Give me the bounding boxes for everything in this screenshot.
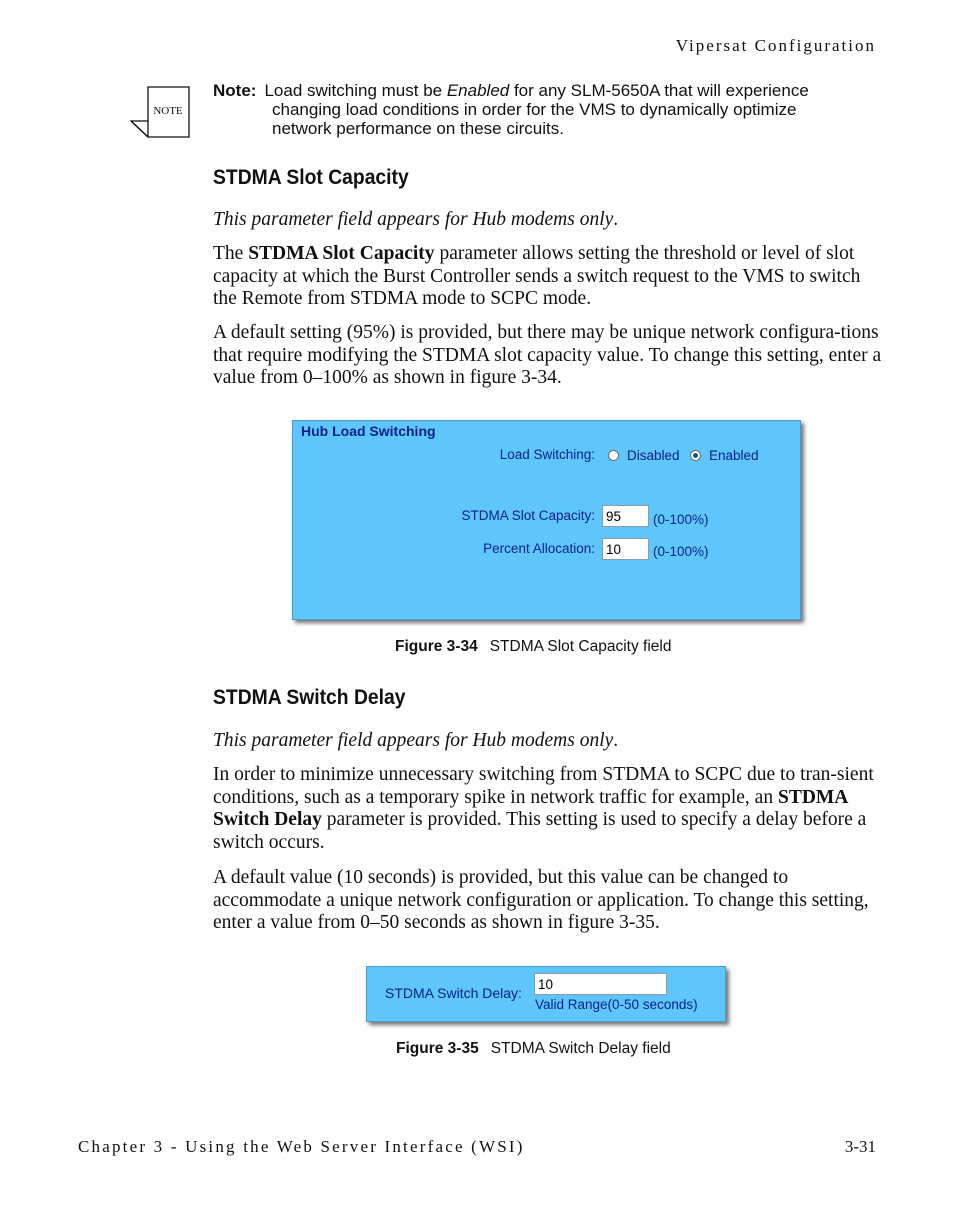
running-header: Vipersat Configuration: [675, 36, 876, 55]
radio-disabled[interactable]: [608, 450, 619, 461]
percent-allocation-range: (0-100%): [653, 544, 709, 559]
figure-3-35-caption: Figure 3-35 STDMA Switch Delay field: [396, 1040, 671, 1057]
note-line-3: network performance on these circuits.: [272, 119, 564, 138]
slot-capacity-paragraph-2: A default setting (95%) is provided, but there may be unique network configura-tions that require modifying the STDMA slot capacity value. To change this setting, enter a value from 0–100% as shown in figure 3-34.: [213, 322, 882, 388]
note-line-2: changing load conditions in order for the VMS to dynamically optimize: [272, 100, 797, 119]
hub-only-note-1: This parameter field appears for Hub modems only.: [213, 209, 619, 230]
load-switching-label: Load Switching:: [499, 447, 595, 462]
note-text-after: for any SLM-5650A that will experience: [509, 81, 809, 100]
note-icon: [130, 86, 190, 138]
switch-delay-valid-range: Valid Range(0-50 seconds): [535, 997, 698, 1012]
note-label: Note:: [213, 81, 257, 100]
slot-capacity-input[interactable]: [602, 505, 649, 527]
note-block: [213, 81, 883, 138]
chapter-footer: Chapter 3 - Using the Web Server Interface (WSI): [78, 1137, 525, 1156]
slot-capacity-range: (0-100%): [653, 512, 709, 527]
percent-allocation-input[interactable]: [602, 538, 649, 560]
hub-load-switching-panel: [292, 420, 801, 620]
radio-enabled-label: Enabled: [709, 448, 759, 463]
slot-capacity-paragraph-1: The STDMA Slot Capacity parameter allows setting the threshold or level of slot capacity at which the Burst Controller sends a switch request to the VMS to switch the Remote from STDMA mode to SCPC mode.: [213, 243, 861, 309]
slot-capacity-label: STDMA Slot Capacity:: [461, 508, 595, 523]
note-text-italic: Enabled: [446, 81, 510, 100]
switch-delay-label: STDMA Switch Delay:: [385, 985, 522, 1001]
note-text-before: Load switching must be: [264, 81, 447, 100]
switch-delay-input[interactable]: [534, 973, 667, 995]
section-heading-slot-capacity: STDMA Slot Capacity: [213, 166, 409, 189]
radio-enabled[interactable]: [690, 450, 701, 461]
percent-allocation-label: Percent Allocation:: [483, 541, 595, 556]
section-heading-switch-delay: STDMA Switch Delay: [213, 686, 406, 709]
figure-3-34-caption: Figure 3-34 STDMA Slot Capacity field: [395, 638, 672, 655]
switch-delay-paragraph-1: In order to minimize unnecessary switching from STDMA to SCPC due to tran-sient conditions, such as a temporary spike in network traffic for example, an STDMA Switch Delay parameter is provided. This setting is used to specify a delay before a switch occurs.: [213, 764, 874, 853]
switch-delay-panel: [366, 966, 726, 1022]
panel-title: Hub Load Switching: [301, 423, 436, 439]
page-number: 3-31: [844, 1137, 876, 1156]
svg-text:NOTE: NOTE: [153, 105, 183, 117]
radio-disabled-label: Disabled: [627, 448, 680, 463]
hub-only-note-2: This parameter field appears for Hub modems only.: [213, 730, 619, 751]
switch-delay-paragraph-2: A default value (10 seconds) is provided, but this value can be changed to accommodate a unique network configuration or application. To change this setting, enter a value from 0–50 seconds as shown in figure 3-35.: [213, 867, 869, 933]
